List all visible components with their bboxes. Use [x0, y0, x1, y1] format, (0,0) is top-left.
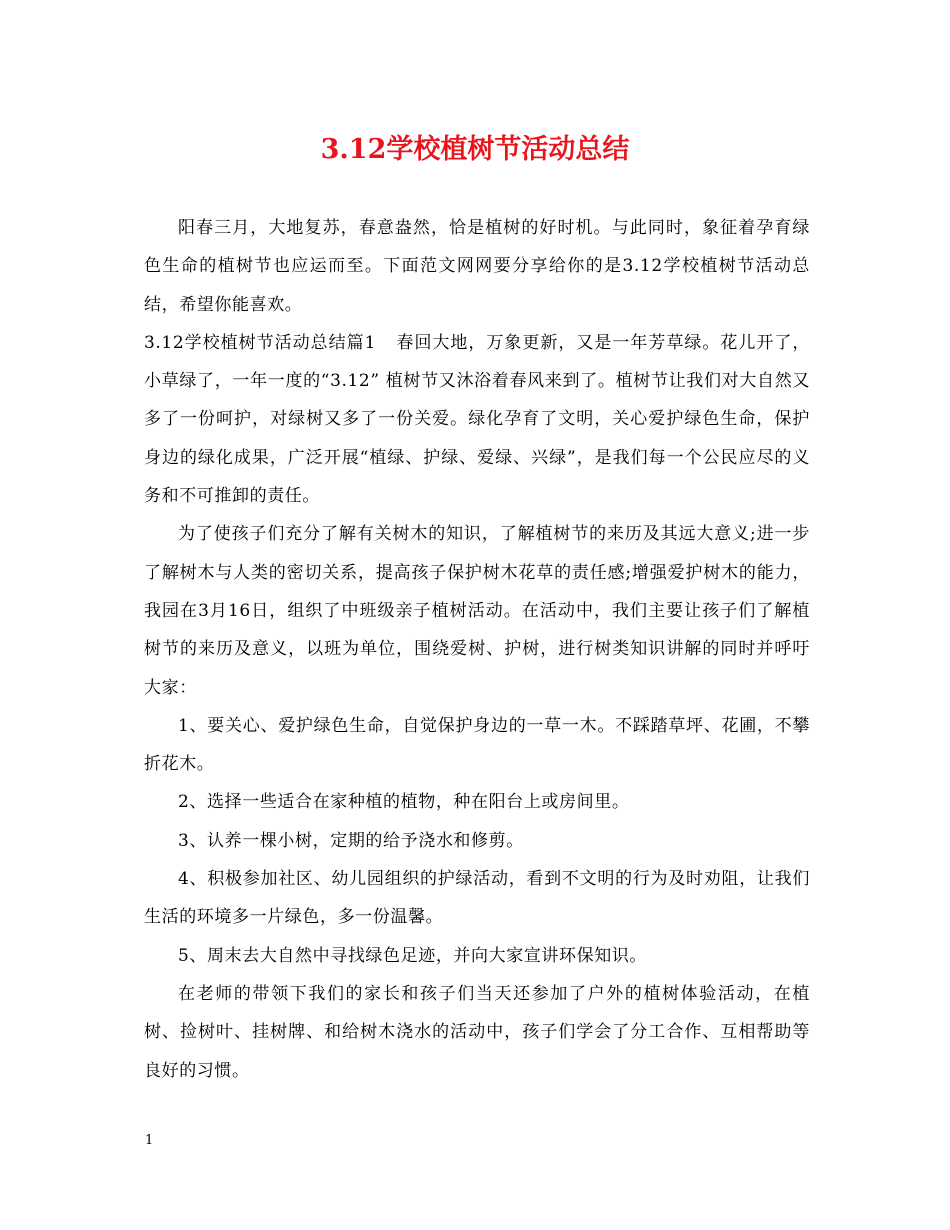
document-body — [144, 209, 810, 1090]
closing-paragraph: 在老师的带领下我们的家长和孩子们当天还参加了户外的植树体验活动，在植树、捡树叶、挂树牌、和给树木浇水的活动中，孩子们学会了分工合作、互相帮助等良好的习惯。 — [144, 983, 810, 1081]
list-item-5: 5、周末去大自然中寻找绿色足迹，并向大家宣讲环保知识。 — [178, 945, 648, 966]
paragraph-2: 为了使孩子们充分了解有关树木的知识，了解植树节的来历及其远大意义;进一步了解树木与人类的密切关系，提高孩子保护树木花草的责任感;增强爱护树木的能力，我园在3月16日，组织了中班级亲子植树活动。在活动中，我们主要让孩子们了解植树节的来历及意义，以班为单位，围绕爱树、护树，进行树类知识讲解的同时并呼吁大家： — [144, 524, 810, 698]
section-heading: 3.12学校植树节活动总结篇1 — [144, 332, 377, 353]
section-first-paragraph — [144, 324, 810, 515]
intro-paragraph: 阳春三月，大地复苏，春意盎然，恰是植树的好时机。与此同时，象征着孕育绿色生命的植树节也应运而至。下面范文网网要分享给你的是3.12学校植树节活动总结，希望你能喜欢。 — [144, 218, 810, 315]
section-first-text: 春回大地，万象更新，又是一年芳草绿。花儿开了，小草绿了，一年一度的“3.12” 植树节又沐浴着春风来到了。植树节让我们对大自然又多了一份呵护，对绿树又多了一份关爱。绿化孕育了文明，关心爱护绿色生命，保护身边的绿化成果，广泛开展“植绿、护绿、爱绿、兴绿”，是我们每一个公民应尽的义务和不可推卸的责任。 — [144, 332, 810, 507]
list-item-1: 1、要关心、爱护绿色生命，自觉保护身边的一草一木。不踩踏草坪、花圃，不攀折花木。 — [144, 715, 810, 775]
list-item-4: 4、积极参加社区、幼儿园组织的护绿活动，看到不文明的行为及时劝阻，让我们生活的环境多一片绿色，多一份温馨。 — [144, 869, 810, 928]
page-number: 1 — [145, 1133, 154, 1148]
document-title: 3.12学校植树节活动总结 — [320, 134, 630, 165]
list-item-2: 2、选择一些适合在家种植的植物，种在阳台上或房间里。 — [178, 792, 630, 813]
list-item-3: 3、认养一棵小树，定期的给予浇水和修剪。 — [178, 830, 524, 851]
